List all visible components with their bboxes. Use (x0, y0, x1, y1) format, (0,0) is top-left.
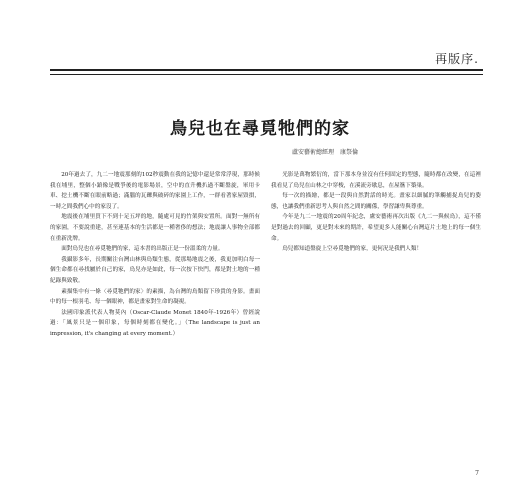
left-paragraph: 我攝影多年，長期關注台灣山林與鳥類生態，從那場地震之後，我更加明白每一個生命都在尋找屬於自己的家，鳥兒亦是如此，每一次按下快門，都是對土地的一種紀錄與致敬。 (50, 256, 260, 284)
left-paragraph: 20年過去了，九二一地震那刻的102秒震動在我的記憶中還是常常浮現，那時候我在埔里，整個小鎮像是戰爭後的電影場景，空中的直升機扒過不斷盤旋，軍用卡車、挖土機不斷在眼前略過；滿腦的瓦礫與破碎的家園上工作，一群看著家屋毀損，一時之間我們心中的家沒了。 (50, 172, 260, 210)
right-column (271, 170, 481, 255)
left-paragraph: 素描集中有一條〈尋覓牠們的家〉的素描，為台灣的鳥類留下珍貴的身影。畫面中的每一根羽毛、每一個眼神，都是畫家對生命的凝視。 (50, 288, 260, 306)
article-title: 鳥兒也在尋覓牠們的家 (170, 119, 350, 139)
header-rule-thick (50, 69, 483, 71)
right-paragraph: 鳥兒都知道盤旋上空尋覓牠們的家，更何況是我們人類！ (282, 246, 423, 253)
right-paragraph: 今年是九二一地震的20周年紀念，盧安藝術再次出版《九二一與候鳥》，這不僅是對過去的回顧，更是對未來的期許，希望更多人能關心台灣這片土地上的每一個生命。 (271, 214, 481, 242)
left-paragraph: 地震後在埔里買下不到十足五坪的地，隨處可見的竹架與安置所。面對一無所有的家園，不要說重建，甚至連基本的生活都是一種奢侈的想法；地震讓人事物全部都在重新洗牌。 (50, 214, 260, 242)
left-column (50, 170, 260, 340)
page-number: 7 (475, 470, 479, 477)
left-paragraph: 法國印象派代表人物莫內（Oscar-Claude Monet 1840年-1926年）曾經說過：「風景只是一個印象，每個時刻都在變化。」（The landscape is just an impression, it's changing at every moment.） (50, 309, 260, 337)
left-paragraph: 面對鳥兒也在尋覓牠們的家，這本書的出版正是一份溫柔的力量。 (61, 246, 224, 253)
section-label: 再版序. (435, 52, 479, 66)
header-rule-thin (50, 74, 483, 75)
right-paragraph: 光影是萬物繁衍的，當下那本身並沒有任何固定的型態，隨時都在改變，在這裡我看見了鳥兒在山林之中穿梭，在溪流旁歇息，在屋簷下築巢。 (271, 172, 481, 189)
article-author: 盧安藝術總經理 康祭倫 (292, 149, 359, 156)
right-paragraph: 每一次的描繪，都是一段與自然對話的時光。畫家以細膩的筆觸捕捉鳥兒的姿態，也讓我們重新思考人與自然之間的關係，學習謙卑與尊重。 (271, 193, 481, 210)
